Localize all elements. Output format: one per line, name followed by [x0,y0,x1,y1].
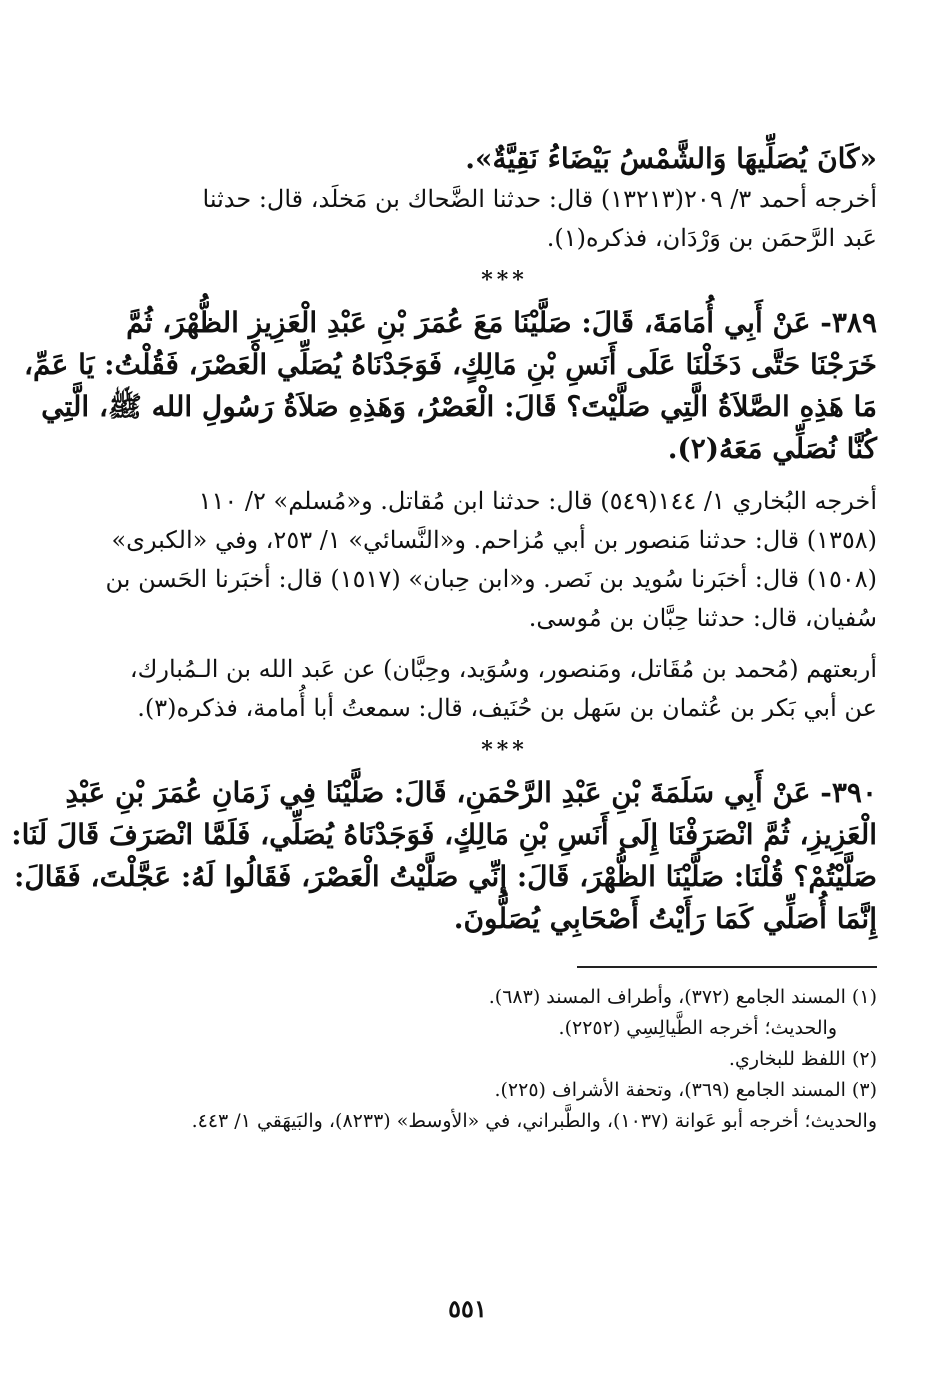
section-separator: *** [481,267,528,293]
footnote-2: (٢) اللفظ للبخاري. [728,1048,877,1070]
footnote-1: (١) المسند الجامع (٣٧٢)، وأطراف المسند (٦٨٣). [488,986,877,1008]
footnote-1-cont: والحديث؛ أخرجه الطَّيالِسِي (٢٢٥٢). [558,1017,837,1039]
footnote-3-cont: والحديث؛ أخرجه أبو عَوانة (١٠٣٧)، والطَّبراني، في «الأوسط» (٨٢٣٣)، والبَيهَقي ١/ ٤٤٣. [191,1110,877,1132]
text-line: مَا هَذِهِ الصَّلاَةُ الَّتِي صَلَّيْتَ؟ قَالَ: الْعَصْرُ، وَهَذِهِ صَلاَةُ رَسُولِ الله ﷺ، الَّتِي [41,390,877,423]
text-line: أربعتهم (مُحمد بن مُقَاتل، ومَنصور، وسُوَيد، وحِبَّان) عن عَبد الله بن الـمُبارك، [129,655,877,683]
text-line: عَبد الرَّحمَن بن وَرْدَان، فذكره(١). [546,224,877,252]
text-line: خَرَجْنَا حَتَّى دَخَلْنَا عَلَى أَنَسِ بْنِ مَالِكٍ، فَوَجَدْنَاهُ يُصَلِّي الْعَصْرَ، فَقُلْتُ: يَا عَمِّ، [23,348,877,381]
footnote-3: (٣) المسند الجامع (٣٦٩)، وتحفة الأشراف (٢٢٥). [494,1079,877,1101]
hadith-390 [11,772,877,940]
text-line: ٣٩٠- عَنْ أَبِي سَلَمَةَ بْنِ عَبْدِ الرَّحْمَنِ، قَالَ: صَلَّيْنَا فِي زَمَانِ عُمَرَ بْنِ عَبْدِ [65,776,877,809]
text-line: الْعَزِيزِ، ثُمَّ انْصَرَفْنَا إِلَى أَنَسِ بْنِ مَالِكٍ، فَوَجَدْنَاهُ يُصَلِّي، فَلَمَّا انْصَرَفَ قَالَ لَنَا: [11,818,877,851]
isnad-389 [129,650,877,728]
text-line: إِنَّمَا أُصَلِّي كَمَا رَأَيْتُ أَصْحَابِي يُصَلُّونَ. [453,902,877,935]
hadith-389 [23,302,877,470]
section-separator: *** [481,737,528,763]
text-line: سُفيان، قال: حدثنا حِبَّان بن مُوسى. [528,604,877,632]
text-line: (١٥٠٨) قال: أخبَرنا سُويد بن نَصر. و«ابن حِبان» (١٥١٧) قال: أخبَرنا الحَسن بن [105,565,877,593]
page-content [11,138,877,1137]
text-line: عن أبي بَكر بن عُثمان بن سَهل بن حُنَيف، قال: سمعتُ أبا أُمامة، فذكره(٣). [137,694,877,722]
text-line: أخرجه أحمد ٣/ ٢٠٩(١٣٢١٣) قال: حدثنا الضَّحاك بن مَخلَد، قال: حدثنا [202,185,877,213]
text-line: (١٣٥٨) قال: حدثنا مَنصور بن أبي مُزاحم. و«النَّسائي» ١/ ٢٥٣، وفي «الكبرى» [111,526,877,554]
takhrij-prev [132,180,877,258]
footnote-divider [577,966,877,968]
quote-prev: «كَانَ يُصَلِّيهَا وَالشَّمْسُ بَيْضَاءُ نَقِيَّةٌ». [465,142,877,175]
page-number: ٥٥١ [448,1294,487,1323]
text-line: أخرجه البُخاري ١/ ١٤٤(٥٤٩) قال: حدثنا ابن مُقاتل. و«مُسلم» ٢/ ١١٠ [198,487,877,515]
text-line: صَلَّيْتُمْ؟ قُلْنَا: صَلَّيْنَا الظُّهْرَ، قَالَ: إِنِّي صَلَّيْتُ الْعَصْرَ، فَقَالُوا لَهُ: عَجَّلْتَ، فَقَالَ: [14,860,877,893]
footnotes [132,982,877,1137]
text-line: كُنَّا نُصَلِّي مَعَهُ(٢). [667,432,877,465]
takhrij-389 [105,482,877,638]
text-line: ٣٨٩- عَنْ أَبِي أُمَامَةَ، قَالَ: صَلَّيْنَا مَعَ عُمَرَ بْنِ عَبْدِ الْعَزِيزِ الظُّهْرَ، ثُمَّ [126,306,877,339]
